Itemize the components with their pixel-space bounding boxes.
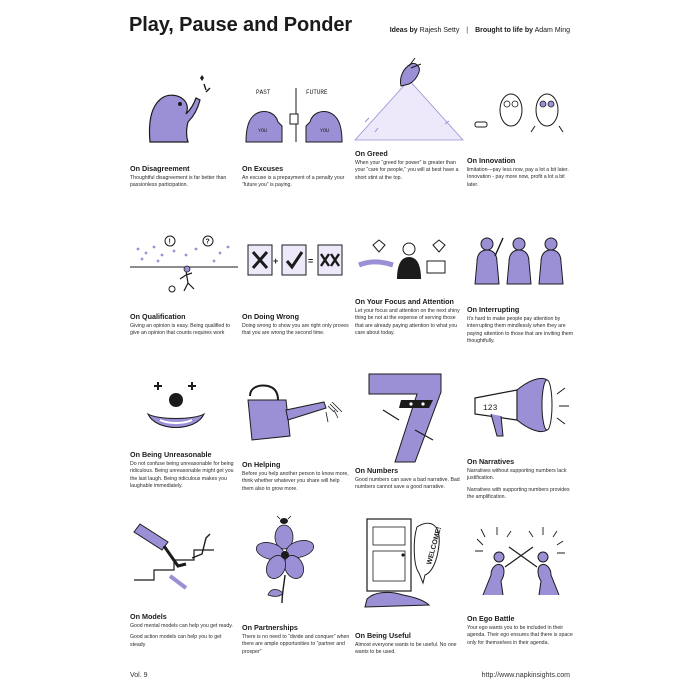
svg-text:+: + [273, 256, 279, 266]
card-body-paragraph: Giving an opinion is easy. Being qualified to give an opinion that counts requires work [130, 323, 230, 337]
card-body-paragraph: An excuse is a prepayment of a penalty your “future you” is paying. [242, 175, 345, 189]
card-title: On Helping [242, 460, 281, 469]
card-greed [355, 52, 463, 212]
card-body-paragraph: Narratives without supporting numbers lack justification. [467, 468, 567, 482]
illustration-label-you-right: YOU [320, 128, 330, 134]
card-body-paragraph: Doing wrong to show you are right only proves that you are wrong the second time. [242, 323, 349, 337]
card-numbers [355, 370, 463, 510]
card-body [130, 623, 238, 653]
card-body [242, 471, 350, 497]
sword-fight-icon [467, 525, 575, 605]
card-title: On Doing Wrong [242, 312, 299, 321]
card-body-paragraph: limitation—pay less now, pay a lot a bit later. Innovation - pay more now, profit a lot a bit later. [467, 167, 569, 188]
card-title: On Partnerships [242, 623, 298, 632]
masked-seven-icon [355, 370, 463, 465]
credits-separator: | [466, 27, 469, 34]
card-body-paragraph: Before you help another person to know more, think whether whatever you share will help them also to grow more. [242, 471, 349, 492]
card-title: On Excuses [242, 164, 284, 173]
past-future-handoff-icon [242, 70, 350, 150]
card-body-paragraph: Good action models can help you to get steady [130, 634, 222, 648]
card-body-paragraph: When your “greed for power” is greater than your “care for people,” you will at best have a short stint at the top. [355, 160, 459, 181]
card-focus-attention [355, 225, 463, 365]
card-qualification [130, 225, 238, 355]
credits [390, 27, 570, 34]
illustration-label-welcome: WELCOME! [426, 526, 443, 566]
card-body [355, 160, 463, 186]
card-doing-wrong [242, 225, 350, 355]
card-body-paragraph: Narratives with supporting numbers provides the amplification. [467, 486, 570, 501]
climbing-steps-icon [130, 520, 238, 595]
card-excuses [242, 70, 350, 195]
card-being-useful [355, 515, 463, 665]
card-body [355, 477, 463, 496]
card-body [467, 468, 575, 506]
volume-label: Vol. 9 [130, 672, 148, 679]
card-body [242, 323, 350, 342]
website-link[interactable]: http://www.napkinsights.com [481, 672, 570, 679]
ideas-name: Rajesh Setty [419, 27, 460, 34]
megaphone-icon [467, 370, 575, 450]
illustration-label-past: PAST [256, 89, 271, 96]
card-body [242, 634, 350, 660]
card-interrupting [467, 222, 575, 362]
card-being-unreasonable [130, 370, 238, 510]
card-title: On Qualification [130, 312, 186, 321]
card-title: On Ego Battle [467, 614, 515, 623]
card-models [130, 520, 238, 660]
three-figures-icon [467, 222, 575, 292]
card-body [467, 625, 575, 651]
mountain-peak-icon [355, 52, 463, 142]
soccer-crowd-icon [130, 225, 238, 295]
card-title: On Interrupting [467, 305, 520, 314]
card-body [130, 461, 238, 495]
card-title: On Your Focus and Attention [355, 297, 454, 306]
illustration-label-123: 123 [483, 404, 498, 413]
svg-text:!: ! [168, 238, 171, 246]
illustration-label-you-left: YOU [258, 128, 268, 134]
card-helping [242, 380, 350, 510]
card-title: On Being Unreasonable [130, 450, 212, 459]
two-owls-icon [467, 70, 575, 140]
card-innovation [467, 70, 575, 200]
card-title: On Disagreement [130, 164, 190, 173]
page-title: Play, Pause and Ponder [129, 14, 353, 36]
brought-label: Brought to life by [475, 27, 534, 34]
card-narratives [467, 370, 575, 510]
card-body [130, 323, 238, 342]
card-title: On Greed [355, 149, 388, 158]
svg-text:=: = [308, 256, 314, 266]
card-body-paragraph: Thoughtful disagreement is far better than passionless participation. [130, 175, 227, 189]
card-body-paragraph: Let your focus and attention on the next shiny thing be not at the expense of serving those that are already paying attention to what you care about today. [355, 308, 460, 337]
brought-name: Adam Ming [534, 27, 570, 34]
card-body [467, 316, 575, 350]
card-body-paragraph: Your ego wants you to be included in their agenda. Their ego ensures that there is space only for themselves in their agenda. [467, 625, 573, 646]
card-partnerships [242, 515, 350, 655]
cross-plus-check-icon [242, 225, 350, 295]
card-body-paragraph: Good mental models can help you get ready. [130, 623, 233, 629]
illustration-label-future: FUTURE [306, 89, 328, 96]
card-body [355, 308, 463, 342]
watering-can-icon [242, 380, 350, 448]
card-body [130, 175, 238, 194]
card-title: On Models [130, 612, 167, 621]
card-disagreement [130, 70, 238, 195]
card-body [355, 642, 463, 661]
diamond-distraction-icon [355, 225, 463, 293]
card-title: On Being Useful [355, 631, 411, 640]
card-body [467, 167, 575, 193]
card-body-paragraph: There is no need to “divide and conquer” when there are ample opportunities to “partner and prosper” [242, 634, 350, 655]
card-title: On Narratives [467, 457, 515, 466]
svg-text:?: ? [205, 238, 210, 246]
welcome-doormat-icon [355, 515, 463, 615]
card-body [242, 175, 350, 194]
card-body-paragraph: It's hard to make people pay attention by interrupting them mindlessly when they are paying attention to those that are inviting them thoughtfully. [467, 316, 574, 345]
card-body-paragraph: Almost everyone wants to be useful. No one wants to be used. [355, 642, 457, 656]
card-title: On Numbers [355, 466, 399, 475]
ideas-label: Ideas by [389, 27, 418, 34]
clown-face-icon [130, 370, 238, 440]
card-title: On Innovation [467, 156, 516, 165]
card-body-paragraph: Good numbers can save a bad narrative. Bad numbers cannot save a good narrative. [355, 477, 460, 491]
card-body-paragraph: Do not confuse being unreasonable for being ridiculous. Being unreasonable might get you the last laugh. Being ridiculous makes you laughable immediately. [130, 461, 234, 490]
thinking-figure-icon [130, 70, 238, 150]
flower-bee-icon [242, 515, 350, 610]
card-ego-battle [467, 525, 575, 665]
